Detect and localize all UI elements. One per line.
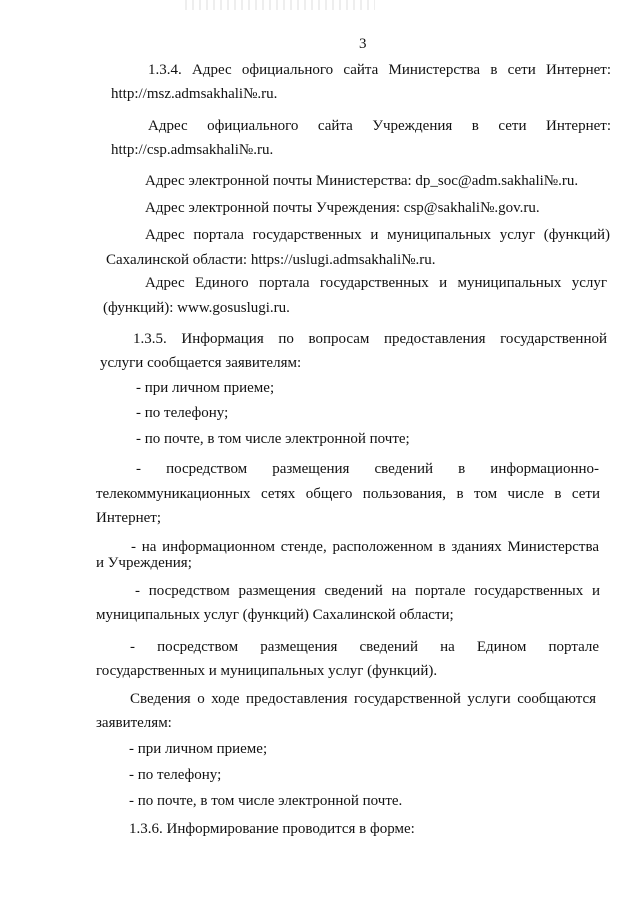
document-line: заявителям: xyxy=(96,715,172,731)
document-line: муниципальных услуг (функций) Сахалинской области; xyxy=(96,607,454,623)
document-line: Сведения о ходе предоставления государственной услуги сообщаются xyxy=(130,691,596,707)
document-line: - по телефону; xyxy=(129,767,222,783)
document-line: 1.3.4. Адрес официального сайта Министерства в сети Интернет: xyxy=(148,62,611,78)
document-line: Сахалинской области: https://uslugi.admsakhali№.ru. xyxy=(106,252,436,268)
document-line: Адрес Единого портала государственных и муниципальных услуг xyxy=(145,275,607,291)
document-line: - посредством размещения сведений в информационно- xyxy=(136,461,599,477)
document-line: - по телефону; xyxy=(136,405,229,421)
document-line: государственных и муниципальных услуг (функций). xyxy=(96,663,438,679)
scan-artifact xyxy=(185,0,375,10)
document-line: Адрес портала государственных и муниципальных услуг (функций) xyxy=(145,227,610,243)
document-line: http://csp.admsakhali№.ru. xyxy=(111,142,274,158)
document-line: - на информационном стенде, расположенном в зданиях Министерства xyxy=(131,539,599,555)
document-line: (функций): www.gosuslugi.ru. xyxy=(103,300,290,316)
document-line: - при личном приеме; xyxy=(136,380,275,396)
document-line: телекоммуникационных сетях общего пользования, в том числе в сети xyxy=(96,486,600,502)
document-line: и Учреждения; xyxy=(96,555,192,571)
document-line: http://msz.admsakhali№.ru. xyxy=(111,86,278,102)
document-line: - по почте, в том числе электронной почте. xyxy=(129,793,403,809)
document-line: Адрес электронной почты Министерства: dp_soc@adm.sakhali№.ru. xyxy=(145,173,579,189)
document-line: Адрес официального сайта Учреждения в сети Интернет: xyxy=(148,118,611,134)
document-line: - посредством размещения сведений на Едином портале xyxy=(130,639,599,655)
document-line: 1.3.5. Информация по вопросам предоставления государственной xyxy=(133,331,607,347)
document-line: 1.3.6. Информирование проводится в форме: xyxy=(129,821,415,837)
document-line: Адрес электронной почты Учреждения: csp@sakhali№.gov.ru. xyxy=(145,200,540,216)
page-number: 3 xyxy=(359,36,367,52)
document-line: Интернет; xyxy=(96,510,161,526)
document-line: услуги сообщается заявителям: xyxy=(100,355,302,371)
document-line: - по почте, в том числе электронной почте; xyxy=(136,431,410,447)
document-line: - посредством размещения сведений на портале государственных и xyxy=(135,583,600,599)
document-line: - при личном приеме; xyxy=(129,741,268,757)
